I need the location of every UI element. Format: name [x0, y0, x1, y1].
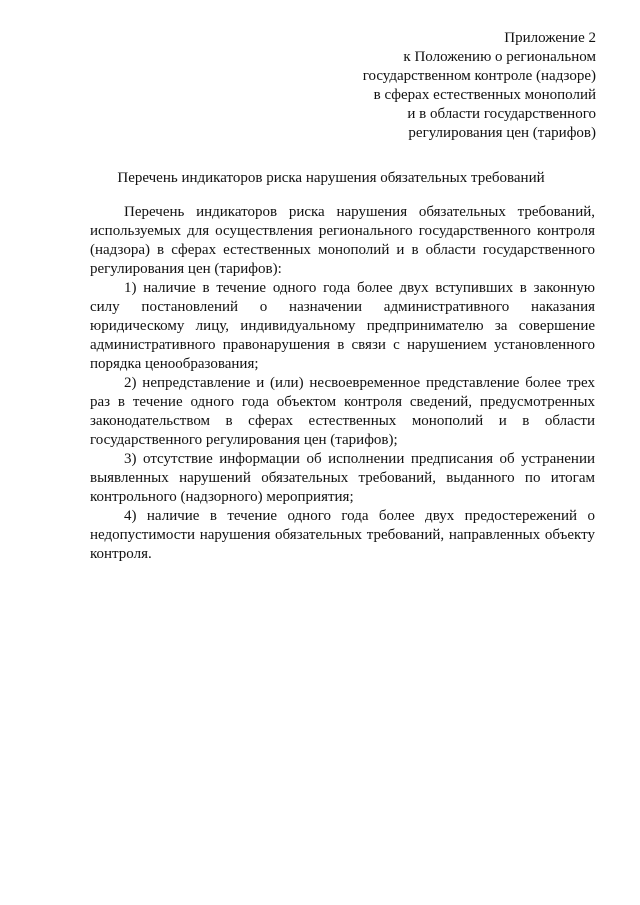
appendix-line: Приложение 2 — [504, 30, 596, 46]
appendix-line: государственном контроле (надзоре) — [362, 68, 596, 84]
intro-paragraph: Перечень индикаторов риска нарушения обязательных требований, используемых для осуществления регионального государственного контроля (надзора) в сферах естественных монополий и в области государственного регулирования цен (тарифов): — [90, 204, 595, 277]
list-item: 1) наличие в течение одного года более двух вступивших в законную силу постановлений о назначении административного наказания юридическому лицу, индивидуальному предпринимателю за совершение административного правонарушения в связи с нарушением установленного порядка ценообразования; — [90, 280, 595, 372]
appendix-line: и в области государственного — [407, 106, 596, 122]
appendix-line: в сферах естественных монополий — [373, 87, 596, 103]
appendix-header — [296, 29, 596, 143]
list-item: 4) наличие в течение одного года более двух предостережений о недопустимости нарушения обязательных требований, направленных объекту контроля. — [90, 508, 595, 562]
document-title: Перечень индикаторов риска нарушения обязательных требований — [117, 170, 545, 186]
list-item: 3) отсутствие информации об исполнении предписания об устранении выявленных нарушений обязательных требований, выданного по итогам контрольного (надзорного) мероприятия; — [90, 451, 595, 505]
appendix-line: к Положению о региональном — [403, 49, 596, 65]
appendix-line: регулирования цен (тарифов) — [408, 125, 596, 141]
document-body — [90, 203, 595, 564]
list-item: 2) непредставление и (или) несвоевременное представление более трех раз в течение одного года объектом контроля сведений, предусмотренных законодательством в сферах естественных монополий и в области государственного регулирования цен (тарифов); — [90, 375, 595, 448]
